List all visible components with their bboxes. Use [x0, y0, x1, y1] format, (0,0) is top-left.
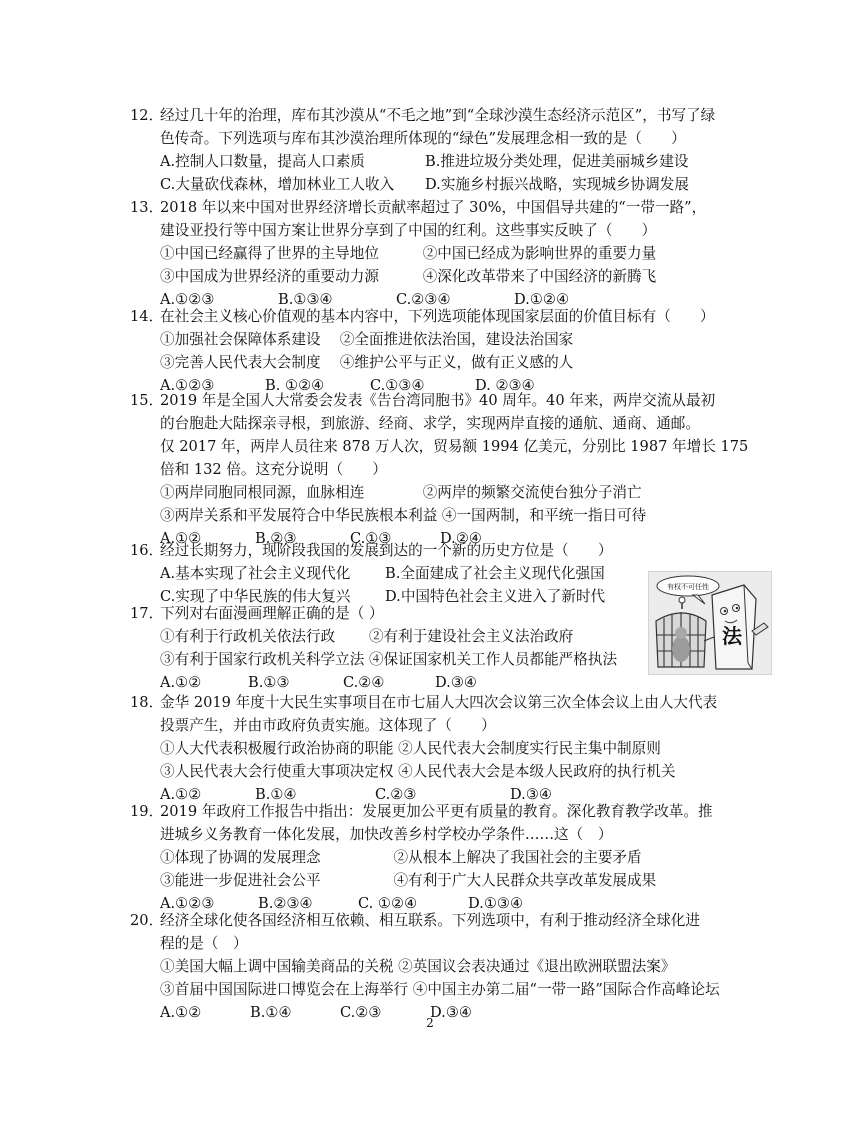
question-stem: 2019 年政府工作报告中指出：发展更加公平更有质量的教育。深化教育教学改革。推 — [160, 803, 713, 820]
question-14 — [130, 305, 730, 397]
question-stem: 经过长期努力，现阶段我国的发展到达的一个新的历史方位是（ ） — [160, 542, 613, 559]
option-d: D.①②④ — [514, 291, 570, 308]
option-b: B.推进垃圾分类处理，促进美丽城乡建设 — [425, 153, 689, 170]
question-stem: 金华 2019 年度十大民生实事项目在市七届人大四次会议第三次全体会议上由人大代表 — [160, 694, 718, 711]
option-d: D.③④ — [430, 1004, 472, 1021]
question-number: 19． — [130, 803, 164, 820]
question-13 — [130, 196, 730, 311]
question-number: 16． — [130, 542, 164, 559]
option-c: C.②③④ — [396, 291, 451, 308]
question-number: 12． — [130, 107, 164, 124]
option-c: C. ①②④ — [358, 895, 418, 912]
question-number: 17． — [130, 605, 164, 622]
option-c: C.①③④ — [370, 377, 425, 394]
statement-line: ③能进一步促进社会公平 ④有利于广大人民群众共享改革发展成果 — [160, 872, 657, 889]
statement-line: ③完善人民代表大会制度 ④维护公平与正义，做有正义感的人 — [160, 354, 574, 371]
speech-bubble-text: 有权不可任性 — [667, 583, 709, 591]
option-c: C.①③ — [350, 530, 392, 547]
cartoon-illustration — [648, 571, 772, 675]
question-number: 14． — [130, 308, 164, 325]
option-d: D.实施乡村振兴战略，实现城乡协调发展 — [425, 176, 689, 193]
option-d: D.③④ — [510, 786, 552, 803]
option-a: A.①② — [160, 1004, 202, 1021]
question-stem: 经过几十年的治理，库布其沙漠从“不毛之地”到“全球沙漠生态经济示范区”，书写了绿 — [160, 107, 716, 124]
question-stem: 倍和 132 倍。这充分说明（ ） — [160, 461, 387, 478]
statement-line: ③有利于国家行政机关科学立法 ④保证国家机关工作人员都能严格执法 — [160, 651, 618, 668]
option-b: B.①③ — [248, 674, 290, 691]
statement-line: ③两岸关系和平发展符合中华民族根本利益 ④一国两制，和平统一指日可待 — [160, 507, 647, 524]
option-d: D.③④ — [435, 674, 477, 691]
option-b: B.②③④ — [258, 895, 313, 912]
question-stem: 投票产生，并由市政府负责实施。这体现了（ ） — [160, 717, 496, 734]
option-c: C.大量砍伐森林，增加林业工人收入 — [160, 176, 395, 193]
question-stem: 2019 年是全国人大常委会发表《告台湾同胞书》40 周年。40 年来，两岸交流从最初 — [160, 392, 716, 409]
option-a: A.①②③ — [160, 895, 215, 912]
statement-line: ③人民代表大会行使重大事项决定权 ④人民代表大会是本级人民政府的执行机关 — [160, 763, 676, 780]
question-stem: 2018 年以来中国对世界经济增长贡献率超过了 30%，中国倡导共建的“一带一路”， — [160, 199, 707, 216]
question-stem: 色传奇。下列选项与库布其沙漠治理所体现的“绿色”发展理念相一致的是（ ） — [160, 130, 686, 147]
statement-line: ①有利于行政机关依法行政 ②有利于建设社会主义法治政府 — [160, 628, 574, 645]
option-b: B.①③④ — [278, 291, 333, 308]
question-stem: 程的是（ ） — [160, 935, 248, 952]
question-20 — [130, 909, 730, 1024]
option-b: B.②③ — [255, 530, 297, 547]
option-b: B.全面建成了社会主义现代化强国 — [385, 565, 605, 582]
option-c: C.②④ — [343, 674, 385, 691]
option-a: A.①② — [160, 530, 202, 547]
option-d: D. ②③④ — [475, 377, 535, 394]
question-16 — [130, 539, 730, 608]
question-19 — [130, 800, 730, 915]
statement-line: ①加强社会保障体系建设 ②全面推进依法治国，建设法治国家 — [160, 331, 574, 348]
question-15 — [130, 389, 749, 550]
option-b: B.①④ — [255, 786, 297, 803]
statement-line: ①中国已经赢得了世界的主导地位 ②中国已经成为影响世界的重要力量 — [160, 245, 657, 262]
question-number: 15． — [130, 392, 164, 409]
option-a: A.基本实现了社会主义现代化 — [160, 565, 351, 582]
question-stem: 的台胞赴大陆探亲寻根，到旅游、经商、求学，实现两岸直接的通航、通商、通邮。 — [160, 415, 700, 432]
question-number: 20． — [130, 912, 164, 929]
option-d: D.②④ — [440, 530, 482, 547]
statement-line: ③首届中国国际进口博览会在上海举行 ④中国主办第二届“一带一路”国际合作高峰论坛 — [160, 981, 720, 998]
question-stem: 建设亚投行等中国方案让世界分享到了中国的红利。这些事实反映了（ ） — [160, 222, 657, 239]
option-d: D.中国特色社会主义进入了新时代 — [385, 588, 606, 605]
option-a: A.控制人口数量，提高人口素质 — [160, 153, 365, 170]
book-label-text: 法 — [722, 624, 742, 648]
option-a: A.①② — [160, 786, 202, 803]
page-number: 2 — [426, 1016, 434, 1030]
question-stem: 经济全球化使各国经济相互依赖、相互联系。下列选项中，有利于推动经济全球化进 — [160, 912, 700, 929]
option-b: B. ①②④ — [265, 377, 325, 394]
option-c: C.②③ — [340, 1004, 382, 1021]
option-c: C.实现了中华民族的伟大复兴 — [160, 588, 351, 605]
question-stem: 在社会主义核心价值观的基本内容中，下列选项能体现国家层面的价值目标有（ ） — [160, 308, 715, 325]
question-17 — [130, 602, 730, 694]
option-a: A.①② — [160, 674, 202, 691]
question-stem: 下列对右面漫画理解正确的是（ ） — [160, 605, 384, 622]
cartoon-drawing — [648, 571, 772, 675]
question-number: 13． — [130, 199, 164, 216]
question-18 — [130, 691, 730, 806]
statement-line: ①体现了协调的发展理念 ②从根本上解决了我国社会的主要矛盾 — [160, 849, 642, 866]
option-c: C.②③ — [375, 786, 417, 803]
option-a: A.①②③ — [160, 291, 215, 308]
question-stem: 仅 2017 年，两岸人员往来 878 万人次，贸易额 1994 亿美元，分别比 1987 年增长 175 — [160, 438, 749, 455]
question-stem: 进城乡义务教育一体化发展，加快改善乡村学校办学条件……这（ ） — [160, 826, 613, 843]
statement-line: ①美国大幅上调中国输美商品的关税 ②英国议会表决通过《退出欧洲联盟法案》 — [160, 958, 676, 975]
statement-line: ③中国成为世界经济的重要动力源 ④深化改革带来了中国经济的新腾飞 — [160, 268, 657, 285]
statement-line: ①人大代表积极履行政治协商的职能 ②人民代表大会制度实行民主集中制原则 — [160, 740, 661, 757]
option-a: A.①②③ — [160, 377, 215, 394]
question-number: 18． — [130, 694, 164, 711]
option-d: D.①③④ — [468, 895, 524, 912]
statement-line: ①两岸同胞同根同源，血脉相连 ②两岸的频繁交流使台独分子消亡 — [160, 484, 642, 501]
question-12 — [130, 104, 730, 196]
option-b: B.①④ — [250, 1004, 292, 1021]
